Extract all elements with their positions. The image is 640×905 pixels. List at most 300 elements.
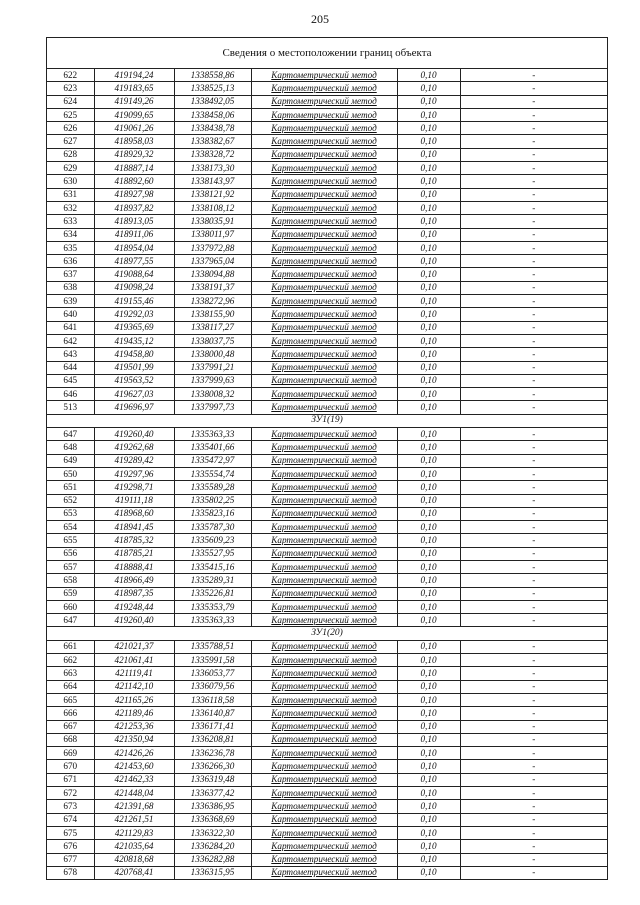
coordinate-y: 1338155,90 xyxy=(174,308,251,321)
table-row xyxy=(47,148,607,161)
coordinate-y: 1335991,58 xyxy=(174,654,251,667)
table-row xyxy=(47,82,607,95)
precision-cell: 0,10 xyxy=(397,574,460,587)
precision-cell: 0,10 xyxy=(397,707,460,720)
point-number: 670 xyxy=(47,760,94,773)
table-row xyxy=(47,773,607,786)
method-cell: Картометрический метод xyxy=(251,720,397,733)
precision-cell: 0,10 xyxy=(397,122,460,135)
table-row xyxy=(47,521,607,534)
method-cell: Картометрический метод xyxy=(251,760,397,773)
coordinate-y: 1338328,72 xyxy=(174,148,251,161)
method-cell: Картометрический метод xyxy=(251,441,397,454)
table-row xyxy=(47,481,607,494)
precision-cell: 0,10 xyxy=(397,334,460,347)
point-number: 672 xyxy=(47,787,94,800)
point-number: 642 xyxy=(47,334,94,347)
coordinate-y: 1336386,95 xyxy=(174,800,251,813)
method-cell: Картометрический метод xyxy=(251,481,397,494)
coordinate-y: 1338108,12 xyxy=(174,201,251,214)
point-number: 628 xyxy=(47,148,94,161)
coordinate-x: 419458,80 xyxy=(94,348,174,361)
method-cell: Картометрический метод xyxy=(251,667,397,680)
point-number: 641 xyxy=(47,321,94,334)
method-cell: Картометрический метод xyxy=(251,295,397,308)
table-row xyxy=(47,707,607,720)
coordinate-x: 419248,44 xyxy=(94,600,174,613)
coordinate-x: 419098,24 xyxy=(94,281,174,294)
coordinate-x: 420818,68 xyxy=(94,853,174,866)
coordinate-y: 1335472,97 xyxy=(174,454,251,467)
method-cell: Картометрический метод xyxy=(251,321,397,334)
precision-cell: 0,10 xyxy=(397,640,460,653)
table-row xyxy=(47,295,607,308)
coordinate-y: 1336118,58 xyxy=(174,693,251,706)
description-cell: - xyxy=(460,587,607,600)
coordinate-x: 421350,94 xyxy=(94,733,174,746)
coordinate-y: 1338037,75 xyxy=(174,334,251,347)
table-row xyxy=(47,467,607,480)
point-number: 630 xyxy=(47,175,94,188)
point-number: 631 xyxy=(47,188,94,201)
coordinate-y: 1336322,30 xyxy=(174,826,251,839)
coordinates-frame xyxy=(46,37,608,880)
precision-cell: 0,10 xyxy=(397,534,460,547)
method-cell: Картометрический метод xyxy=(251,388,397,401)
method-cell: Картометрический метод xyxy=(251,507,397,520)
description-cell: - xyxy=(460,148,607,161)
coordinate-x: 418968,60 xyxy=(94,507,174,520)
precision-cell: 0,10 xyxy=(397,95,460,108)
point-number: 632 xyxy=(47,201,94,214)
precision-cell: 0,10 xyxy=(397,388,460,401)
table-row xyxy=(47,334,607,347)
description-cell: - xyxy=(460,773,607,786)
coordinate-y: 1336053,77 xyxy=(174,667,251,680)
precision-cell: 0,10 xyxy=(397,361,460,374)
description-cell: - xyxy=(460,388,607,401)
precision-cell: 0,10 xyxy=(397,215,460,228)
precision-cell: 0,10 xyxy=(397,281,460,294)
method-cell: Картометрический метод xyxy=(251,813,397,826)
table-row xyxy=(47,733,607,746)
table-row xyxy=(47,866,607,879)
method-cell: Картометрический метод xyxy=(251,866,397,879)
method-cell: Картометрический метод xyxy=(251,600,397,613)
point-number: 629 xyxy=(47,162,94,175)
precision-cell: 0,10 xyxy=(397,148,460,161)
coordinate-y: 1336266,30 xyxy=(174,760,251,773)
description-cell: - xyxy=(460,95,607,108)
point-number: 635 xyxy=(47,241,94,254)
table-row xyxy=(47,308,607,321)
description-cell: - xyxy=(460,348,607,361)
precision-cell: 0,10 xyxy=(397,108,460,121)
point-number: 650 xyxy=(47,467,94,480)
description-cell: - xyxy=(460,467,607,480)
table-row xyxy=(47,614,607,627)
coordinate-y: 1338272,96 xyxy=(174,295,251,308)
coordinate-x: 421021,37 xyxy=(94,640,174,653)
description-cell: - xyxy=(460,547,607,560)
coordinate-x: 418929,32 xyxy=(94,148,174,161)
precision-cell: 0,10 xyxy=(397,481,460,494)
point-number: 669 xyxy=(47,747,94,760)
coordinate-x: 418987,35 xyxy=(94,587,174,600)
table-row xyxy=(47,281,607,294)
coordinate-y: 1337999,63 xyxy=(174,374,251,387)
table-row xyxy=(47,401,607,414)
point-number: 675 xyxy=(47,826,94,839)
precision-cell: 0,10 xyxy=(397,693,460,706)
coordinate-y: 1335802,25 xyxy=(174,494,251,507)
precision-cell: 0,10 xyxy=(397,680,460,693)
coordinate-x: 419696,97 xyxy=(94,401,174,414)
precision-cell: 0,10 xyxy=(397,494,460,507)
coordinate-x: 421448,04 xyxy=(94,787,174,800)
description-cell: - xyxy=(460,521,607,534)
coordinate-y: 1338458,06 xyxy=(174,108,251,121)
coordinate-x: 418927,98 xyxy=(94,188,174,201)
coordinate-x: 419365,69 xyxy=(94,321,174,334)
description-cell: - xyxy=(460,255,607,268)
precision-cell: 0,10 xyxy=(397,813,460,826)
method-cell: Картометрический метод xyxy=(251,707,397,720)
point-number: 647 xyxy=(47,428,94,441)
method-cell: Картометрический метод xyxy=(251,840,397,853)
point-number: 655 xyxy=(47,534,94,547)
table-row xyxy=(47,507,607,520)
description-cell: - xyxy=(460,720,607,733)
description-cell: - xyxy=(460,162,607,175)
coordinate-x: 419155,46 xyxy=(94,295,174,308)
method-cell: Картометрический метод xyxy=(251,281,397,294)
coordinate-y: 1338035,91 xyxy=(174,215,251,228)
description-cell: - xyxy=(460,481,607,494)
section-label: ЗУ1(20) xyxy=(47,627,607,640)
coordinate-y: 1335226,81 xyxy=(174,587,251,600)
description-cell: - xyxy=(460,600,607,613)
coordinate-x: 419149,26 xyxy=(94,95,174,108)
point-number: 623 xyxy=(47,82,94,95)
point-number: 666 xyxy=(47,707,94,720)
precision-cell: 0,10 xyxy=(397,454,460,467)
coordinate-y: 1335609,23 xyxy=(174,534,251,547)
precision-cell: 0,10 xyxy=(397,600,460,613)
point-number: 625 xyxy=(47,108,94,121)
coordinate-x: 418785,21 xyxy=(94,547,174,560)
precision-cell: 0,10 xyxy=(397,614,460,627)
coordinate-y: 1335527,95 xyxy=(174,547,251,560)
point-number: 513 xyxy=(47,401,94,414)
coordinate-x: 418888,41 xyxy=(94,560,174,573)
precision-cell: 0,10 xyxy=(397,268,460,281)
precision-cell: 0,10 xyxy=(397,82,460,95)
method-cell: Картометрический метод xyxy=(251,853,397,866)
method-cell: Картометрический метод xyxy=(251,494,397,507)
precision-cell: 0,10 xyxy=(397,69,460,82)
coordinate-x: 418937,82 xyxy=(94,201,174,214)
point-number: 649 xyxy=(47,454,94,467)
precision-cell: 0,10 xyxy=(397,507,460,520)
coordinate-y: 1337972,88 xyxy=(174,241,251,254)
coordinate-x: 421253,36 xyxy=(94,720,174,733)
section-label: ЗУ1(19) xyxy=(47,414,607,427)
description-cell: - xyxy=(460,667,607,680)
description-cell: - xyxy=(460,574,607,587)
point-number: 637 xyxy=(47,268,94,281)
coordinate-y: 1335415,16 xyxy=(174,560,251,573)
precision-cell: 0,10 xyxy=(397,175,460,188)
point-number: 622 xyxy=(47,69,94,82)
table-row xyxy=(47,720,607,733)
point-number: 663 xyxy=(47,667,94,680)
method-cell: Картометрический метод xyxy=(251,175,397,188)
precision-cell: 0,10 xyxy=(397,787,460,800)
point-number: 644 xyxy=(47,361,94,374)
table-row xyxy=(47,587,607,600)
point-number: 667 xyxy=(47,720,94,733)
description-cell: - xyxy=(460,813,607,826)
coordinate-x: 421129,83 xyxy=(94,826,174,839)
coordinate-x: 419061,26 xyxy=(94,122,174,135)
coordinate-x: 419435,12 xyxy=(94,334,174,347)
table-row xyxy=(47,800,607,813)
method-cell: Картометрический метод xyxy=(251,148,397,161)
coordinate-y: 1335363,33 xyxy=(174,614,251,627)
coordinate-y: 1336079,56 xyxy=(174,680,251,693)
coordinate-x: 419260,40 xyxy=(94,614,174,627)
coordinate-y: 1335589,28 xyxy=(174,481,251,494)
description-cell: - xyxy=(460,428,607,441)
coordinate-y: 1335788,51 xyxy=(174,640,251,653)
description-cell: - xyxy=(460,760,607,773)
method-cell: Картометрический метод xyxy=(251,255,397,268)
description-cell: - xyxy=(460,853,607,866)
precision-cell: 0,10 xyxy=(397,800,460,813)
section-row xyxy=(47,414,607,427)
method-cell: Картометрический метод xyxy=(251,268,397,281)
description-cell: - xyxy=(460,82,607,95)
method-cell: Картометрический метод xyxy=(251,228,397,241)
method-cell: Картометрический метод xyxy=(251,454,397,467)
table-row xyxy=(47,388,607,401)
method-cell: Картометрический метод xyxy=(251,547,397,560)
coordinate-y: 1337965,04 xyxy=(174,255,251,268)
point-number: 674 xyxy=(47,813,94,826)
precision-cell: 0,10 xyxy=(397,228,460,241)
description-cell: - xyxy=(460,800,607,813)
table-row xyxy=(47,255,607,268)
table-row xyxy=(47,268,607,281)
table-row xyxy=(47,428,607,441)
table-row xyxy=(47,534,607,547)
point-number: 657 xyxy=(47,560,94,573)
point-number: 640 xyxy=(47,308,94,321)
point-number: 643 xyxy=(47,348,94,361)
coordinate-y: 1335289,31 xyxy=(174,574,251,587)
method-cell: Картометрический метод xyxy=(251,587,397,600)
description-cell: - xyxy=(460,826,607,839)
precision-cell: 0,10 xyxy=(397,162,460,175)
method-cell: Картометрический метод xyxy=(251,428,397,441)
table-row xyxy=(47,201,607,214)
table-row xyxy=(47,69,607,82)
method-cell: Картометрический метод xyxy=(251,201,397,214)
description-cell: - xyxy=(460,122,607,135)
coordinate-y: 1338143,97 xyxy=(174,175,251,188)
table-row xyxy=(47,826,607,839)
table-row xyxy=(47,693,607,706)
coordinate-x: 419262,68 xyxy=(94,441,174,454)
coordinate-y: 1335554,74 xyxy=(174,467,251,480)
description-cell: - xyxy=(460,308,607,321)
coordinate-y: 1336171,41 xyxy=(174,720,251,733)
table-row xyxy=(47,122,607,135)
method-cell: Картометрический метод xyxy=(251,733,397,746)
point-number: 665 xyxy=(47,693,94,706)
description-cell: - xyxy=(460,866,607,879)
coordinate-x: 419501,99 xyxy=(94,361,174,374)
coordinate-y: 1336368,69 xyxy=(174,813,251,826)
table-row xyxy=(47,760,607,773)
table-row xyxy=(47,108,607,121)
point-number: 636 xyxy=(47,255,94,268)
coordinate-x: 418911,06 xyxy=(94,228,174,241)
table-row xyxy=(47,574,607,587)
method-cell: Картометрический метод xyxy=(251,693,397,706)
point-number: 646 xyxy=(47,388,94,401)
coordinate-y: 1335353,79 xyxy=(174,600,251,613)
precision-cell: 0,10 xyxy=(397,840,460,853)
coordinate-x: 421261,51 xyxy=(94,813,174,826)
point-number: 626 xyxy=(47,122,94,135)
coordinate-y: 1336282,88 xyxy=(174,853,251,866)
table-row xyxy=(47,600,607,613)
table-row xyxy=(47,494,607,507)
precision-cell: 0,10 xyxy=(397,521,460,534)
precision-cell: 0,10 xyxy=(397,866,460,879)
method-cell: Картометрический метод xyxy=(251,135,397,148)
coordinate-x: 421142,10 xyxy=(94,680,174,693)
coordinate-x: 419292,03 xyxy=(94,308,174,321)
precision-cell: 0,10 xyxy=(397,733,460,746)
description-cell: - xyxy=(460,281,607,294)
method-cell: Картометрический метод xyxy=(251,574,397,587)
point-number: 648 xyxy=(47,441,94,454)
method-cell: Картометрический метод xyxy=(251,334,397,347)
coordinate-x: 419194,24 xyxy=(94,69,174,82)
point-number: 662 xyxy=(47,654,94,667)
coordinate-y: 1335401,66 xyxy=(174,441,251,454)
description-cell: - xyxy=(460,441,607,454)
point-number: 659 xyxy=(47,587,94,600)
coordinate-x: 419260,40 xyxy=(94,428,174,441)
table-row xyxy=(47,680,607,693)
precision-cell: 0,10 xyxy=(397,241,460,254)
method-cell: Картометрический метод xyxy=(251,361,397,374)
coordinate-y: 1338011,97 xyxy=(174,228,251,241)
method-cell: Картометрический метод xyxy=(251,108,397,121)
point-number: 661 xyxy=(47,640,94,653)
point-number: 652 xyxy=(47,494,94,507)
coordinate-y: 1338117,27 xyxy=(174,321,251,334)
coordinate-x: 421189,46 xyxy=(94,707,174,720)
table-row xyxy=(47,175,607,188)
description-cell: - xyxy=(460,733,607,746)
precision-cell: 0,10 xyxy=(397,401,460,414)
description-cell: - xyxy=(460,401,607,414)
point-number: 634 xyxy=(47,228,94,241)
description-cell: - xyxy=(460,614,607,627)
table-row xyxy=(47,747,607,760)
description-cell: - xyxy=(460,640,607,653)
precision-cell: 0,10 xyxy=(397,321,460,334)
point-number: 633 xyxy=(47,215,94,228)
page-number: 205 xyxy=(311,12,329,26)
coordinate-y: 1335363,33 xyxy=(174,428,251,441)
coordinate-x: 421391,68 xyxy=(94,800,174,813)
method-cell: Картометрический метод xyxy=(251,614,397,627)
point-number: 627 xyxy=(47,135,94,148)
precision-cell: 0,10 xyxy=(397,773,460,786)
precision-cell: 0,10 xyxy=(397,441,460,454)
point-number: 624 xyxy=(47,95,94,108)
method-cell: Картометрический метод xyxy=(251,401,397,414)
coordinate-y: 1338173,30 xyxy=(174,162,251,175)
point-number: 658 xyxy=(47,574,94,587)
table-row xyxy=(47,813,607,826)
point-number: 645 xyxy=(47,374,94,387)
method-cell: Картометрический метод xyxy=(251,787,397,800)
coordinate-y: 1338191,37 xyxy=(174,281,251,294)
coordinate-x: 421119,41 xyxy=(94,667,174,680)
coordinate-x: 421426,26 xyxy=(94,747,174,760)
description-cell: - xyxy=(460,654,607,667)
table-row xyxy=(47,321,607,334)
table-row xyxy=(47,135,607,148)
description-cell: - xyxy=(460,560,607,573)
coordinate-x: 418954,04 xyxy=(94,241,174,254)
coordinate-x: 419297,96 xyxy=(94,467,174,480)
description-cell: - xyxy=(460,707,607,720)
method-cell: Картометрический метод xyxy=(251,467,397,480)
description-cell: - xyxy=(460,693,607,706)
precision-cell: 0,10 xyxy=(397,826,460,839)
method-cell: Картометрический метод xyxy=(251,215,397,228)
table-row xyxy=(47,454,607,467)
coordinate-y: 1338000,48 xyxy=(174,348,251,361)
coordinate-x: 419563,52 xyxy=(94,374,174,387)
precision-cell: 0,10 xyxy=(397,720,460,733)
coordinate-x: 418941,45 xyxy=(94,521,174,534)
table-row xyxy=(47,654,607,667)
coordinate-x: 421453,60 xyxy=(94,760,174,773)
coordinates-table-body xyxy=(47,69,607,879)
coordinate-y: 1335787,30 xyxy=(174,521,251,534)
table-row xyxy=(47,840,607,853)
coordinate-x: 419099,65 xyxy=(94,108,174,121)
description-cell: - xyxy=(460,321,607,334)
coordinate-y: 1338438,78 xyxy=(174,122,251,135)
coordinate-x: 419111,18 xyxy=(94,494,174,507)
table-row xyxy=(47,560,607,573)
point-number: 651 xyxy=(47,481,94,494)
coordinate-x: 420768,41 xyxy=(94,866,174,879)
precision-cell: 0,10 xyxy=(397,135,460,148)
description-cell: - xyxy=(460,135,607,148)
table-row xyxy=(47,162,607,175)
